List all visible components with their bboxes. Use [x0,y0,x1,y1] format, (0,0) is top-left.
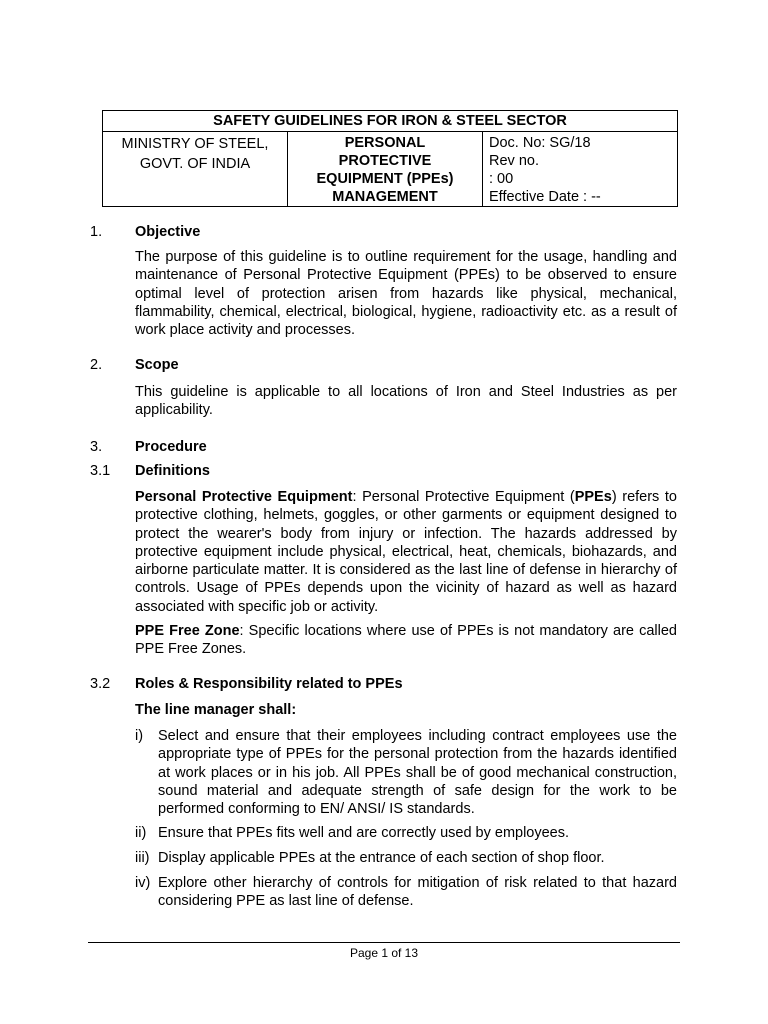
subject-line-4: MANAGEMENT [332,189,438,205]
section-roles-heading [90,675,490,693]
header-title: SAFETY GUIDELINES FOR IRON & STEEL SECTOR [103,111,678,132]
section-number: 3.2 [90,676,111,692]
list-item [135,727,677,818]
ppe-definition-paragraph [135,488,677,616]
list-marker: iv) [135,875,151,891]
revision-label: Rev no. [489,153,539,169]
list-item-text: Ensure that PPEs fits well and are correctly used by employees. [158,825,570,841]
list-marker: iii) [135,850,150,866]
ppe-abbreviation: PPEs [574,489,612,505]
org-line-2: GOVT. OF INDIA [139,156,251,172]
ppe-term: Personal Protective Equipment [135,489,353,505]
ppe-definition-text-a: : Personal Protective Equipment ( [352,489,575,505]
section-procedure-heading [90,438,390,456]
list-marker: ii) [135,825,147,841]
section-title: Objective [135,224,201,240]
ppe-free-zone-paragraph [135,622,677,659]
section-number: 2. [90,357,103,373]
ppe-definition-text-b: ) refers to protective clothing, helmets, goggles, or other garments or equipment designed to protect the wearer's body from injury or infection. The hazards addressed by protective equipment include physical, electrical, heat, chemicals, biohazards, and airborne particulate matter. It is considered as the last line of defense in hierarchy of controls. Usage of PPEs depends upon the vicinity of hazard as well as hazard associated with specific job or activity. [135,489,677,615]
section-title: Procedure [135,439,207,455]
revision-number [489,152,677,188]
section-title: Roles & Responsibility related to PPEs [135,676,403,692]
subject-line-2: PROTECTIVE [338,153,432,169]
section-title: Scope [135,357,179,373]
section-title: Definitions [135,463,210,479]
footer-divider [88,942,680,943]
scope-paragraph: This guideline is applicable to all locations of Iron and Steel Industries as per applicability. [135,384,677,419]
document-header-table [102,110,678,207]
ppe-free-zone-text: : Specific locations where use of PPEs is not mandatory are called PPE Free Zones. [135,623,677,658]
subject-line-3: EQUIPMENT (PPEs) [316,171,454,187]
header-doc-info [483,132,678,207]
list-item-text: Display applicable PPEs at the entrance of each section of shop floor. [158,850,605,866]
section-number: 1. [90,224,103,240]
list-item [135,874,677,911]
effective-date: Effective Date : -- [489,189,601,205]
list-item [135,824,677,842]
subject-line-1: PERSONAL [344,135,426,151]
section-definitions-heading [90,462,390,480]
page-number: Page 1 of 13 [349,946,419,960]
objective-paragraph: The purpose of this guideline is to outline requirement for the usage, handling and maintenance of Personal Protective Equipment (PPEs) to be observed to ensure optimal level of protection arisen from hazards like physical, mechanical, flammability, chemical, electrical, biological, hygiene, radioactivity etc. as a result of work place activity and processes. [135,249,677,339]
section-number: 3. [90,439,103,455]
ppe-free-zone-term: PPE Free Zone [135,623,240,639]
list-marker: i) [135,728,144,744]
section-objective-heading [90,223,390,241]
revision-value: : 00 [489,171,514,187]
list-item-text: Select and ensure that their employees including contract employees use the appropriate type of PPEs for the personal protection from the hazards identified at work places or in his job. All PPEs shall be of good mechanical construction, sound material and adequate strength of safe design for the work to be performed conforming to EN/ ANSI/ IS standards. [158,728,677,818]
header-subject [288,132,483,207]
doc-number: Doc. No: SG/18 [489,135,591,151]
section-number: 3.1 [90,463,111,479]
list-item [135,849,677,867]
org-line-1: MINISTRY OF STEEL, [121,136,269,152]
section-scope-heading [90,356,390,374]
roles-subtitle: The line manager shall: [135,702,297,718]
header-organization [103,132,288,207]
list-item-text: Explore other hierarchy of controls for mitigation of risk related to that hazard considering PPE as last line of defense. [158,875,677,910]
